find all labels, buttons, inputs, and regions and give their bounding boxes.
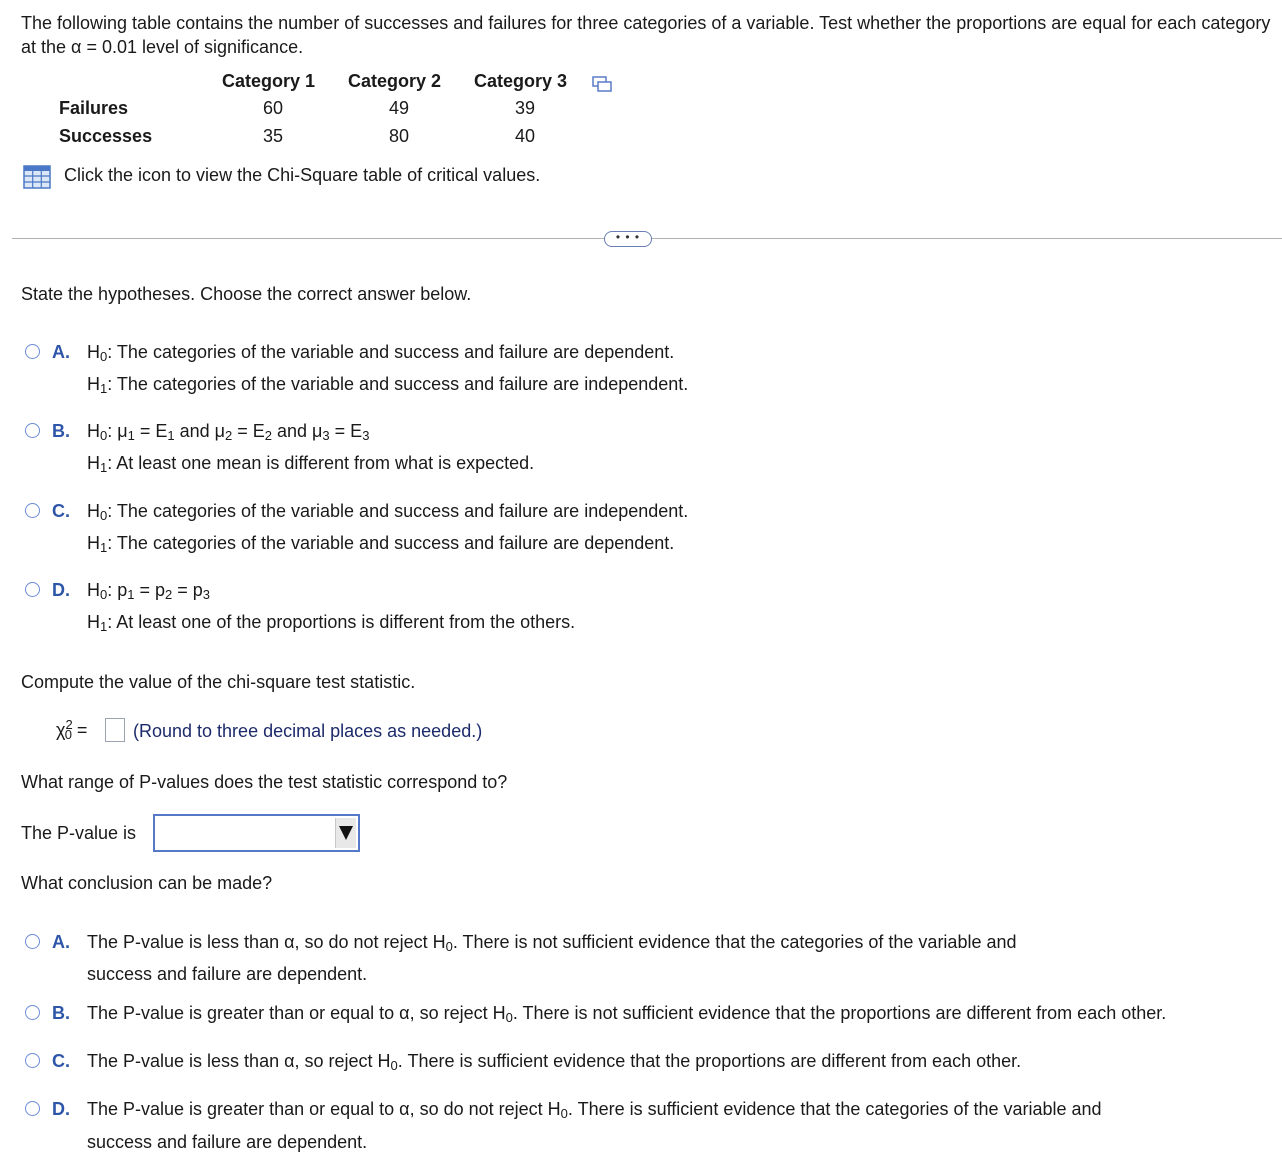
- hypothesis-option-b-h1: $H_1$: At least one mean is different from what is expected.: [87, 453, 535, 475]
- question-intro: The following table contains the number of successes and failures for three categories of a variable. Test whether the proportions are equal for each category at the α = 0.01 level of significance.: [21, 13, 1271, 57]
- table-row-label-successes: Successes: [59, 126, 153, 146]
- conclusion-prompt: What conclusion can be made?: [21, 873, 273, 893]
- option-letter: D.: [52, 580, 70, 600]
- table-cell: 40: [514, 126, 536, 146]
- conclusion-option-b-radio[interactable]: [25, 1005, 40, 1020]
- table-header-category-1: Category 1: [222, 71, 316, 91]
- h1-text: The categories of the variable and success and failure are independent.: [116, 374, 689, 394]
- h1-text: At least one of the proportions is different from the others.: [116, 612, 576, 632]
- pvalue-dropdown[interactable]: [153, 814, 360, 852]
- table-cell: 35: [262, 126, 284, 146]
- hypothesis-option-c-radio[interactable]: [25, 503, 40, 518]
- option-letter: A.: [52, 342, 70, 362]
- hypotheses-prompt: State the hypotheses. Choose the correct answer below.: [21, 284, 472, 304]
- h0-text: The categories of the variable and success and failure are independent.: [116, 501, 689, 521]
- pvalue-prompt: What range of P-values does the test statistic correspond to?: [21, 772, 508, 792]
- h1-text: At least one mean is different from what is expected.: [116, 453, 535, 473]
- conclusion-text: . There is not sufficient evidence that the proportions are different from each other.: [512, 1003, 1167, 1023]
- option-letter: D.: [52, 1099, 70, 1119]
- table-cell: 49: [388, 98, 410, 118]
- table-header-category-3: Category 3: [474, 71, 568, 91]
- conclusion-option-c-radio[interactable]: [25, 1053, 40, 1068]
- conclusion-text: . There is not sufficient evidence that the categories of the variable and: [452, 932, 1017, 952]
- option-letter: C.: [52, 1051, 70, 1071]
- pvalue-label: The P-value is: [21, 823, 137, 843]
- conclusion-option-c-text: The P-value is less than α, so reject $H_0$. There is sufficient evidence that the proportions are different from each other.: [87, 1051, 1022, 1073]
- option-letter: C.: [52, 501, 70, 521]
- chi-square-symbol: $\chi^2_0$ =: [56, 717, 88, 742]
- option-letter: A.: [52, 932, 70, 952]
- conclusion-option-a-line2: success and failure are dependent.: [87, 964, 368, 984]
- hypothesis-option-a-h1: $H_1$: The categories of the variable and success and failure are independent.: [87, 374, 689, 396]
- conclusion-text: The P-value is less than α, so do not reject H: [87, 932, 446, 952]
- chi-square-table-icon[interactable]: [23, 165, 51, 189]
- hypothesis-option-d-radio[interactable]: [25, 582, 40, 597]
- conclusion-option-a-text: The P-value is less than α, so do not reject $H_0$. There is not sufficient evidence that the categories of the variable and: [87, 932, 1017, 954]
- chi-square-table-link[interactable]: Click the icon to view the Chi-Square table of critical values.: [64, 165, 541, 185]
- table-cell: 60: [262, 98, 284, 118]
- table-cell: 80: [388, 126, 410, 146]
- option-letter: B.: [52, 1003, 70, 1023]
- conclusion-text: . There is sufficient evidence that the categories of the variable and: [567, 1099, 1102, 1119]
- conclusion-option-b-text: The P-value is greater than or equal to α, so reject $H_0$. There is not sufficient evidence that the proportions are different from each other.: [87, 1003, 1167, 1025]
- hypothesis-option-a-radio[interactable]: [25, 344, 40, 359]
- copy-table-icon[interactable]: [592, 76, 612, 92]
- conclusion-option-d-line2: success and failure are dependent.: [87, 1132, 368, 1152]
- conclusion-text: The P-value is less than α, so reject H: [87, 1051, 391, 1071]
- hypothesis-option-a-h0: $H_0$: The categories of the variable and success and failure are dependent.: [87, 342, 675, 364]
- table-cell: 39: [514, 98, 536, 118]
- more-button[interactable]: • • •: [604, 231, 652, 247]
- h1-text: The categories of the variable and success and failure are dependent.: [116, 533, 675, 553]
- h0-text: The categories of the variable and success and failure are dependent.: [116, 342, 675, 362]
- hypothesis-option-d-h1: $H_1$: At least one of the proportions is different from the others.: [87, 612, 576, 634]
- table-row-label-failures: Failures: [59, 98, 129, 118]
- conclusion-option-d-radio[interactable]: [25, 1101, 40, 1116]
- hypothesis-option-c-h1: $H_1$: The categories of the variable and success and failure are dependent.: [87, 533, 675, 555]
- rounding-hint: (Round to three decimal places as needed.): [133, 721, 483, 741]
- conclusion-text: The P-value is greater than or equal to α, so do not reject H: [87, 1099, 561, 1119]
- option-letter: B.: [52, 421, 70, 441]
- conclusion-text: The P-value is greater than or equal to α, so reject H: [87, 1003, 506, 1023]
- conclusion-option-d-text: The P-value is greater than or equal to α, so do not reject $H_0$. There is sufficient evidence that the categories of the variable and: [87, 1099, 1102, 1121]
- hypothesis-option-b-h0: $H_0$: $\mu_1 = E_1$ and $\mu_2 = E_2$ and $\mu_3 = E_3$: [87, 421, 370, 443]
- conclusion-option-a-radio[interactable]: [25, 934, 40, 949]
- table-header-category-2: Category 2: [348, 71, 442, 91]
- conclusion-text: . There is sufficient evidence that the proportions are different from each other.: [397, 1051, 1022, 1071]
- hypothesis-option-c-h0: $H_0$: The categories of the variable and success and failure are independent.: [87, 501, 689, 523]
- chi-square-answer-input[interactable]: [105, 718, 125, 742]
- hypothesis-option-d-h0: $H_0$: $p_1 = p_2 = p_3$: [87, 580, 211, 602]
- statistic-prompt: Compute the value of the chi-square test statistic.: [21, 672, 416, 692]
- hypothesis-option-b-radio[interactable]: [25, 423, 40, 438]
- dropdown-arrow-icon[interactable]: [335, 818, 356, 848]
